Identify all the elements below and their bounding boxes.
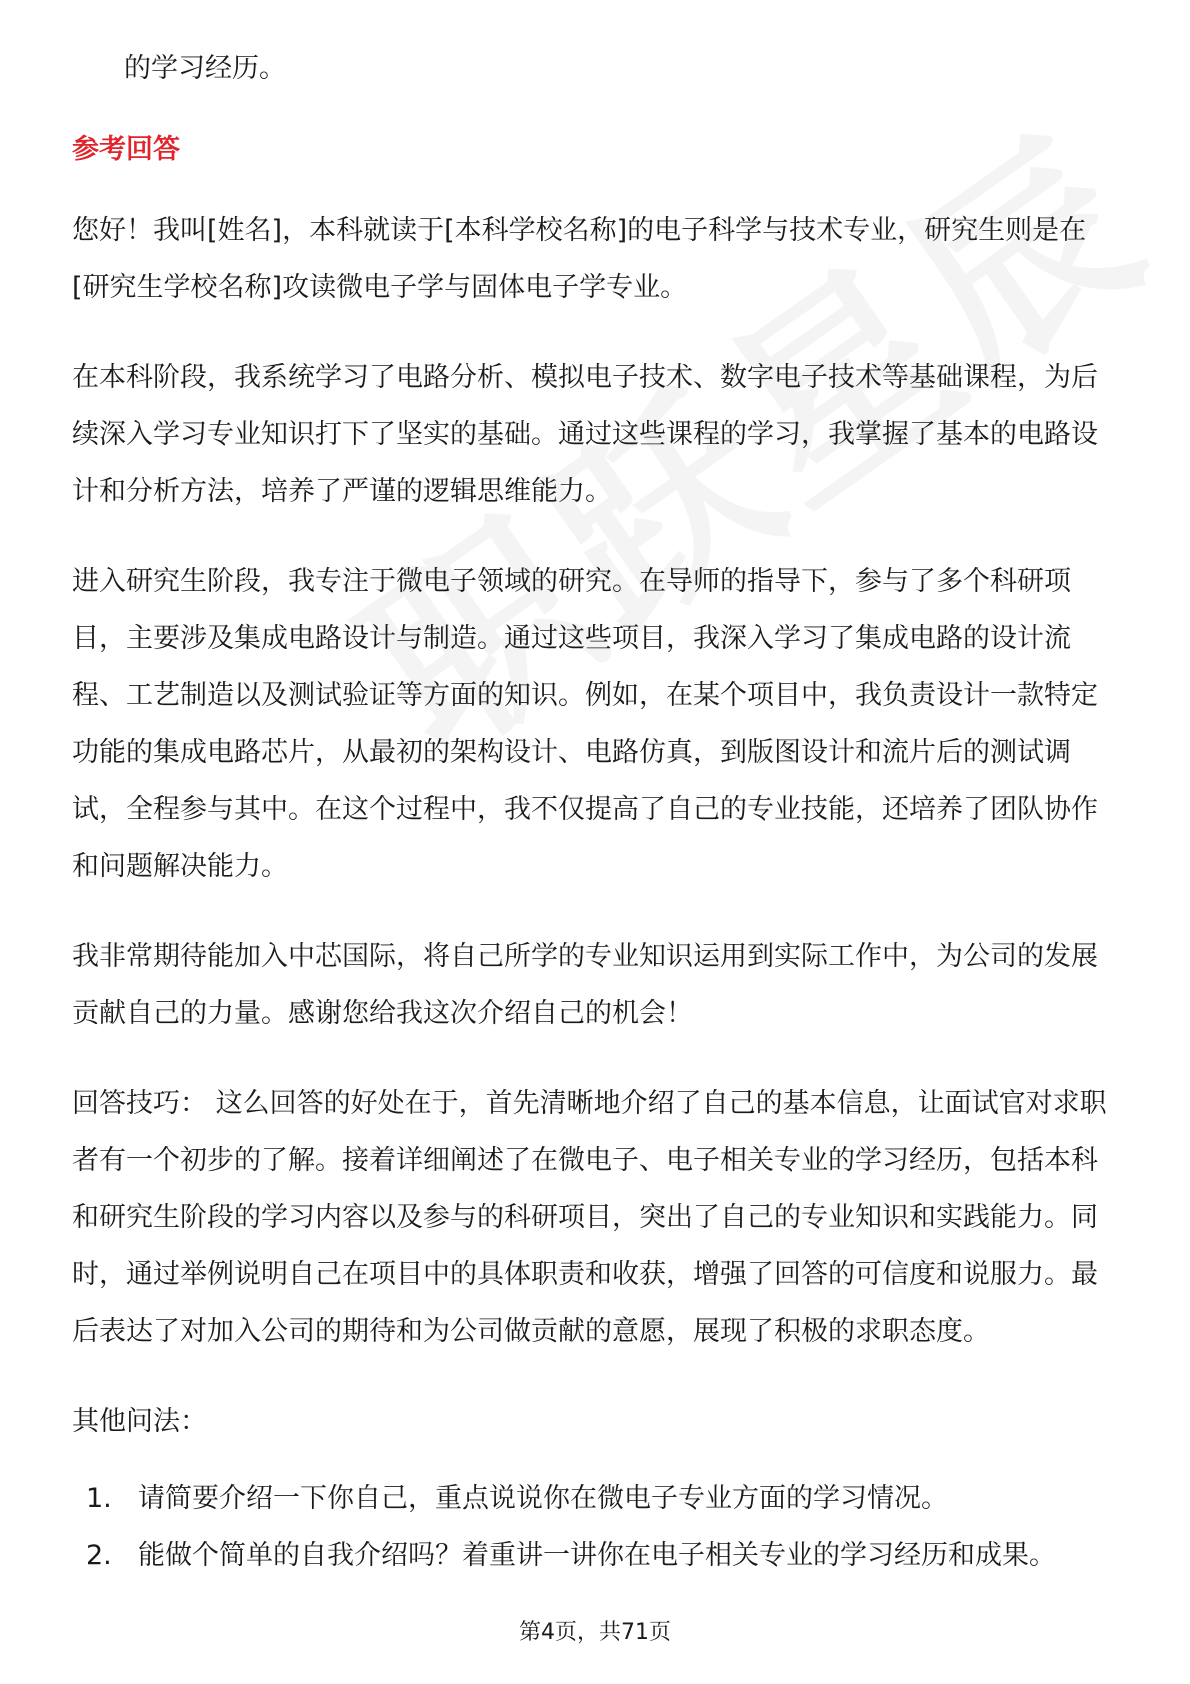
page-content — [72, 40, 1122, 1584]
answer-heading: 参考回答 — [72, 134, 180, 165]
answer-paragraph-4: 我非常期待能加入中芯国际，将自己所学的专业知识运用到实际工作中，为公司的发展贡献自己的力量。感谢您给我这次介绍自己的机会！ — [72, 941, 1098, 1029]
page-number-footer: 第4页，共71页 — [519, 1620, 671, 1645]
answer-paragraph-2: 在本科阶段，我系统学习了电路分析、模拟电子技术、数字电子技术等基础课程，为后续深入学习专业知识打下了坚实的基础。通过这些课程的学习，我掌握了基本的电路设计和分析方法，培养了严谨的逻辑思维能力。 — [72, 362, 1098, 507]
list-item — [72, 1527, 1122, 1584]
list-item — [72, 1470, 1122, 1527]
other-questions-list — [72, 1470, 1122, 1584]
list-item-text: 能做个简单的自我介绍吗？着重讲一讲你在电子相关专业的学习经历和成果。 — [138, 1540, 1056, 1571]
list-item-number: 2. — [86, 1540, 112, 1571]
question-continuation: 的学习经历。 — [124, 53, 286, 84]
answer-paragraph-3: 进入研究生阶段，我专注于微电子领域的研究。在导师的指导下，参与了多个科研项目，主要涉及集成电路设计与制造。通过这些项目，我深入学习了集成电路的设计流程、工艺制造以及测试验证等方面的知识。例如，在某个项目中，我负责设计一款特定功能的集成电路芯片，从最初的架构设计、电路仿真，到版图设计和流片后的测试调试，全程参与其中。在这个过程中，我不仅提高了自己的专业技能，还培养了团队协作和问题解决能力。 — [72, 566, 1098, 882]
list-item-text: 请简要介绍一下你自己，重点说说你在微电子专业方面的学习情况。 — [138, 1483, 948, 1514]
answer-paragraph-1: 您好！我叫[姓名]，本科就读于[本科学校名称]的电子科学与技术专业，研究生则是在[研究生学校名称]攻读微电子学与固体电子学专业。 — [72, 215, 1087, 303]
answer-tips-paragraph: 回答技巧： 这么回答的好处在于，首先清晰地介绍了自己的基本信息，让面试官对求职者有一个初步的了解。接着详细阐述了在微电子、电子相关专业的学习经历，包括本科和研究生阶段的学习内容以及参与的科研项目，突出了自己的专业知识和实践能力。同时，通过举例说明自己在项目中的具体职责和收获，增强了回答的可信度和说服力。最后表达了对加入公司的期待和为公司做贡献的意愿，展现了积极的求职态度。 — [72, 1088, 1107, 1347]
other-questions-title: 其他问法： — [72, 1406, 207, 1437]
list-item-number: 1. — [86, 1483, 112, 1514]
